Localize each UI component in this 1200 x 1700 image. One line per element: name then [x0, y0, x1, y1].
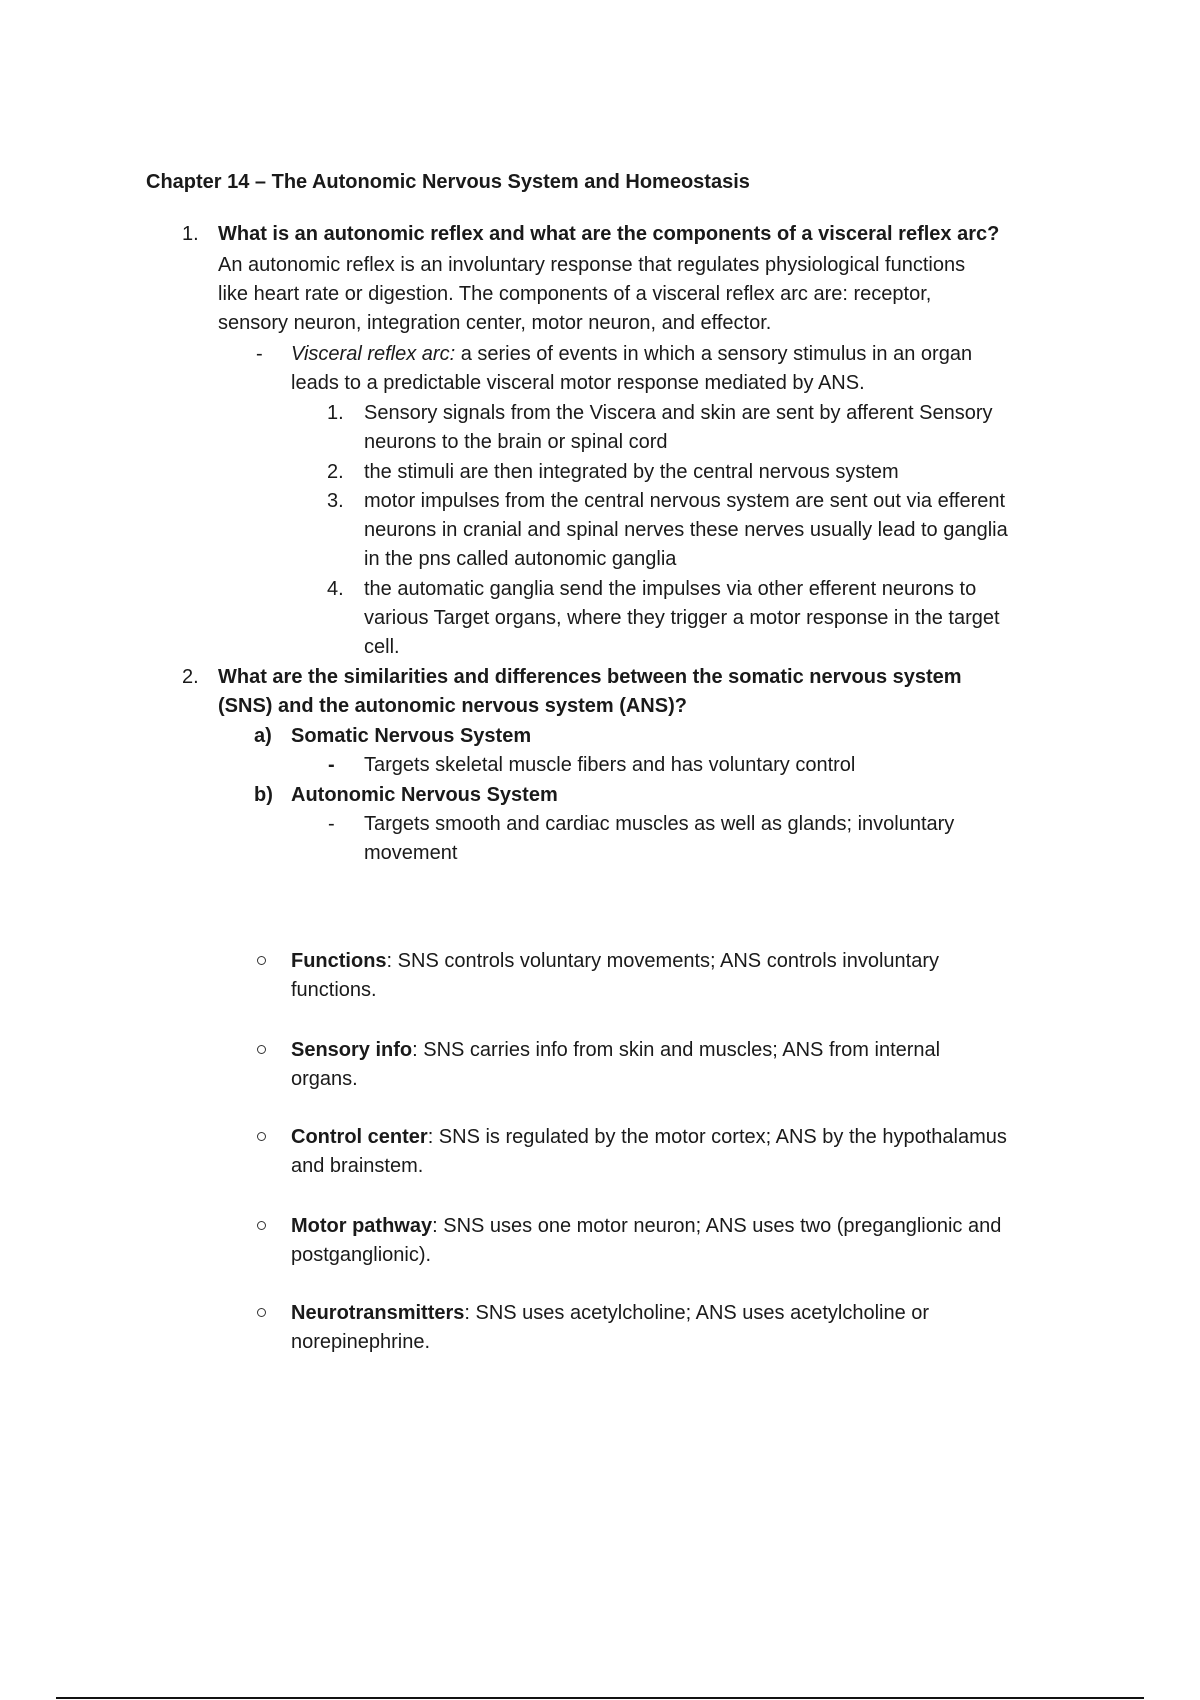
comparison-term: Functions — [291, 950, 387, 972]
step-text: neurons to the brain or spinal cord — [364, 431, 668, 453]
bullet-circle-icon — [257, 1045, 266, 1054]
step-number: 3. — [327, 490, 344, 512]
q2-question: (SNS) and the autonomic nervous system (ANS)? — [218, 695, 687, 717]
comparison-text: : SNS uses one motor neuron; ANS uses two (preganglionic and — [432, 1215, 1002, 1237]
somatic-bullet-marker: - — [328, 754, 335, 776]
comparison-item — [291, 1123, 1007, 1151]
sub-label-a: a) — [254, 725, 272, 747]
step-number: 4. — [327, 578, 344, 600]
step-number: 1. — [327, 402, 344, 424]
comparison-text-cont: postganglionic). — [291, 1244, 432, 1266]
step-text: the stimuli are then integrated by the central nervous system — [364, 461, 899, 483]
q1-number: 1. — [182, 223, 199, 245]
q1-answer-line: An autonomic reflex is an involuntary response that regulates physiological functions — [218, 254, 966, 276]
step-text: Sensory signals from the Viscera and skin are sent by afferent Sensory — [364, 402, 993, 424]
bullet-circle-icon — [257, 1132, 266, 1141]
step-text: the automatic ganglia send the impulses via other efferent neurons to — [364, 578, 977, 600]
bullet-circle-icon — [257, 1308, 266, 1317]
q1-bullet-marker: - — [256, 343, 263, 365]
visceral-reflex-definition — [291, 340, 972, 368]
comparison-term: Sensory info — [291, 1039, 413, 1061]
definition-text: a series of events in which a sensory stimulus in an organ — [455, 343, 973, 365]
comparison-item — [291, 1036, 940, 1064]
q2-number: 2. — [182, 666, 199, 688]
comparison-text-cont: functions. — [291, 979, 377, 1001]
comparison-term: Neurotransmitters — [291, 1302, 465, 1324]
definition-term: Visceral reflex arc: — [291, 343, 456, 365]
q2-question: What are the similarities and differences between the somatic nervous system — [218, 666, 962, 688]
bottom-rule — [56, 1697, 1144, 1699]
chapter-title: Chapter 14 – The Autonomic Nervous System and Homeostasis — [146, 171, 750, 193]
comparison-text-cont: and brainstem. — [291, 1155, 424, 1177]
q1-answer-line: sensory neuron, integration center, motor neuron, and effector. — [218, 312, 772, 334]
q1-answer-line: like heart rate or digestion. The components of a visceral reflex arc are: receptor, — [218, 283, 932, 305]
comparison-item — [291, 1299, 929, 1327]
comparison-term: Motor pathway — [291, 1215, 433, 1237]
bullet-circle-icon — [257, 956, 266, 965]
step-text: neurons in cranial and spinal nerves these nerves usually lead to ganglia — [364, 519, 1008, 541]
sub-label-b: b) — [254, 784, 273, 806]
autonomic-title: Autonomic Nervous System — [291, 784, 558, 806]
step-text: motor impulses from the central nervous system are sent out via efferent — [364, 490, 1006, 512]
comparison-text: : SNS is regulated by the motor cortex; ANS by the hypothalamus — [427, 1126, 1007, 1148]
comparison-text-cont: organs. — [291, 1068, 358, 1090]
somatic-title: Somatic Nervous System — [291, 725, 532, 747]
comparison-item — [291, 947, 939, 975]
autonomic-point: Targets smooth and cardiac muscles as well as glands; involuntary — [364, 813, 955, 835]
comparison-item — [291, 1212, 1001, 1240]
q1-question: What is an autonomic reflex and what are the components of a visceral reflex arc? — [218, 223, 1000, 245]
autonomic-point-cont: movement — [364, 842, 458, 864]
step-text: cell. — [364, 636, 400, 658]
step-text: in the pns called autonomic ganglia — [364, 548, 677, 570]
comparison-text: : SNS uses acetylcholine; ANS uses acetylcholine or — [464, 1302, 930, 1324]
step-text: various Target organs, where they trigger a motor response in the target — [364, 607, 1000, 629]
comparison-term: Control center — [291, 1126, 428, 1148]
comparison-text-cont: norepinephrine. — [291, 1331, 430, 1353]
comparison-text: : SNS carries info from skin and muscles; ANS from internal — [412, 1039, 941, 1061]
autonomic-bullet-marker: - — [328, 813, 335, 835]
comparison-text: : SNS controls voluntary movements; ANS controls involuntary — [386, 950, 939, 972]
step-number: 2. — [327, 461, 344, 483]
bullet-circle-icon — [257, 1221, 266, 1230]
somatic-point: Targets skeletal muscle fibers and has voluntary control — [364, 754, 856, 776]
definition-text-cont: leads to a predictable visceral motor response mediated by ANS. — [291, 372, 865, 394]
